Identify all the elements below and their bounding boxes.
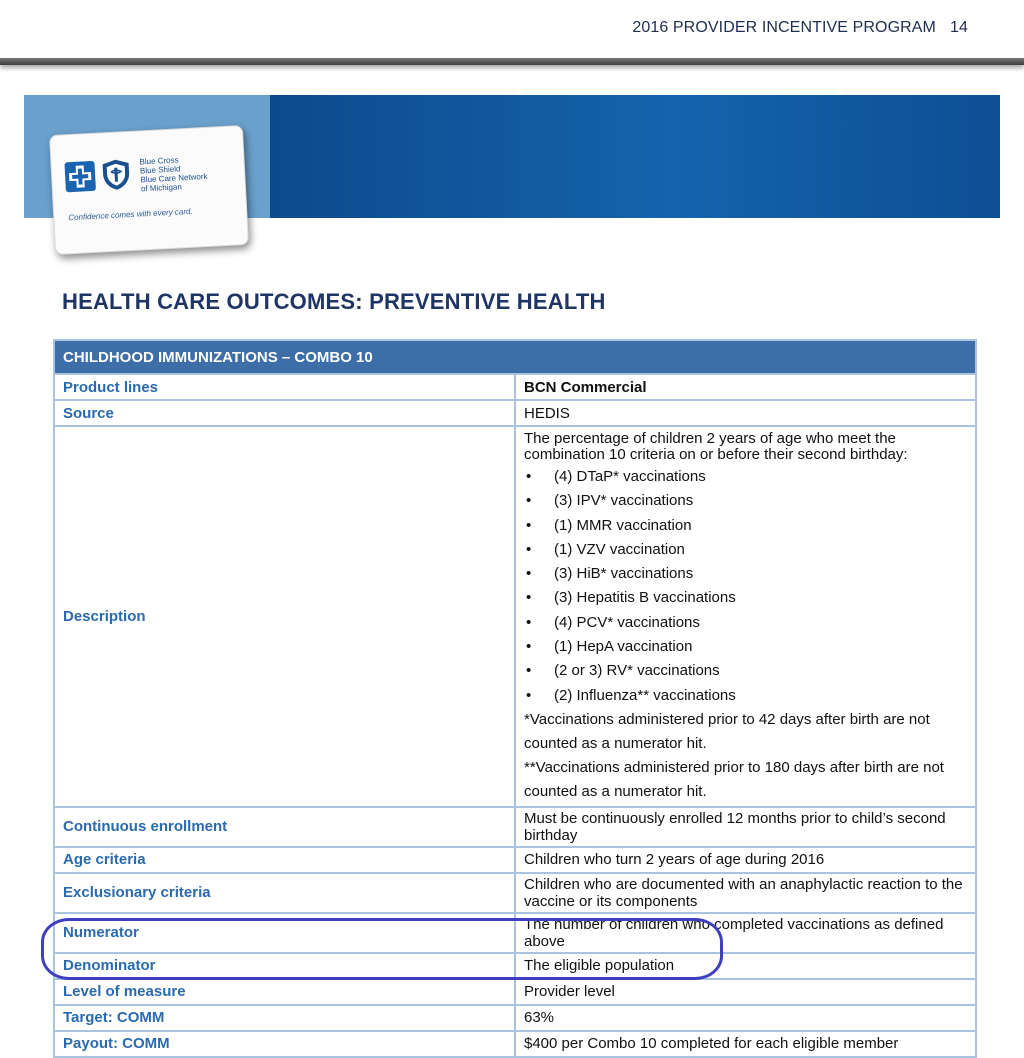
label-level-of-measure: Level of measure [54,979,515,1005]
row-age-criteria [54,847,976,873]
value-continuous-enrollment: Must be continuously enrolled 12 months prior to child’s second birthday [515,807,976,847]
banner-dark-panel [270,95,1000,218]
value-exclusionary-criteria: Children who are documented with an anaphylactic reaction to the vaccine or its components [515,873,976,913]
label-numerator: Numerator [54,913,515,953]
insurance-card [49,125,249,255]
list-item: • (1) VZV vaccination [524,538,967,562]
label-age-criteria: Age criteria [54,847,515,873]
card-logos [63,158,131,193]
list-item: • (1) HepA vaccination [524,635,967,659]
list-item: • (2 or 3) RV* vaccinations [524,659,967,683]
blue-shield-icon [101,158,131,191]
row-product-lines [54,374,976,400]
row-numerator [54,913,976,953]
list-item: • (2) Influenza** vaccinations [524,684,967,708]
value-target: 63% [515,1005,976,1031]
value-level-of-measure: Provider level [515,979,976,1005]
list-item: • (3) HiB* vaccinations [524,562,967,586]
row-payout [54,1031,976,1057]
footnote-42-days: *Vaccinations administered prior to 42 days after birth are not counted as a numerator hit. [524,710,930,752]
header-divider [0,58,1024,65]
label-exclusionary-criteria: Exclusionary criteria [54,873,515,913]
value-numerator: The number of children who completed vaccinations as defined above [515,913,976,953]
card-tagline: Confidence comes with every card. [68,206,193,223]
footnote-180-days: **Vaccinations administered prior to 180 days after birth are not counted as a numerator hit. [524,758,944,800]
page-number: 14 [950,19,968,36]
list-item: • (3) Hepatitis B vaccinations [524,586,967,610]
row-level-of-measure [54,979,976,1005]
value-product-lines: BCN Commercial [515,374,976,400]
description-intro: The percentage of children 2 years of age who meet the combination 10 criteria on or before their second birthday: [524,430,908,463]
label-denominator: Denominator [54,953,515,979]
vaccination-list [524,465,967,708]
value-source: HEDIS [515,400,976,426]
measure-table [53,339,977,1058]
list-item: • (4) PCV* vaccinations [524,611,967,635]
row-target [54,1005,976,1031]
row-continuous-enrollment [54,807,976,847]
value-payout: $400 per Combo 10 completed for each eligible member [515,1031,976,1057]
page-header [632,19,968,37]
list-item: • (1) MMR vaccination [524,514,967,538]
value-denominator: The eligible population [515,953,976,979]
section-title: HEALTH CARE OUTCOMES: PREVENTIVE HEALTH [62,289,606,314]
list-item: • (4) DTaP* vaccinations [524,465,967,489]
row-description [54,426,976,807]
card-brand-text: Blue Cross Blue Shield Blue Care Network of Michigan [139,155,208,194]
label-continuous-enrollment: Continuous enrollment [54,807,515,847]
row-source [54,400,976,426]
label-description: Description [54,426,515,807]
program-title: 2016 PROVIDER INCENTIVE PROGRAM [632,19,936,36]
label-target: Target: COMM [54,1005,515,1031]
label-payout: Payout: COMM [54,1031,515,1057]
blue-cross-icon [63,160,97,194]
table-header-row [54,340,976,374]
value-description [515,426,976,807]
value-age-criteria: Children who turn 2 years of age during 2016 [515,847,976,873]
label-product-lines: Product lines [54,374,515,400]
row-exclusionary-criteria [54,873,976,913]
table-heading: CHILDHOOD IMMUNIZATIONS – COMBO 10 [54,340,976,374]
row-denominator [54,953,976,979]
list-item: • (3) IPV* vaccinations [524,489,967,513]
label-source: Source [54,400,515,426]
